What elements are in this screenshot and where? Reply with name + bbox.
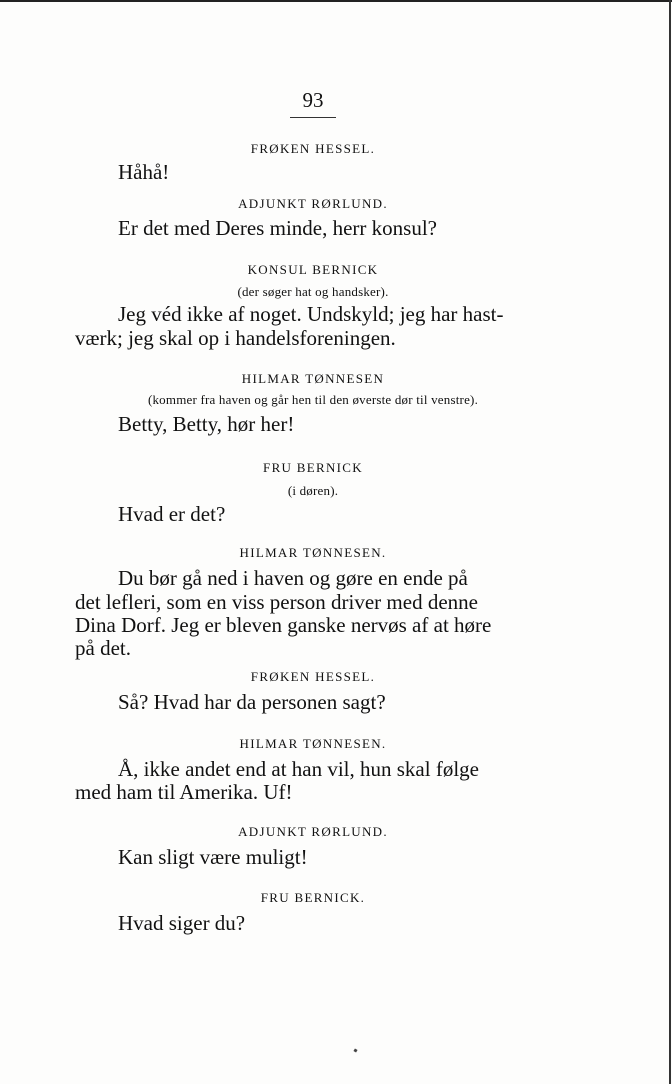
dialogue-line: Du bør gå ned i haven og gøre en ende på bbox=[118, 566, 468, 590]
dialogue-line: Dina Dorf. Jeg er bleven ganske nervøs af at høre bbox=[75, 613, 492, 637]
speaker-name: FRØKEN HESSEL. bbox=[250, 141, 376, 156]
speaker-name: HILMAR TØNNESEN. bbox=[239, 736, 387, 751]
stage-direction: (kommer fra haven og går hen til den øverste dør til venstre). bbox=[147, 392, 479, 407]
speaker-name: FRU BERNICK. bbox=[260, 890, 366, 905]
stage-direction: (i døren). bbox=[287, 483, 339, 498]
dialogue-line: Jeg véd ikke af noget. Undskyld; jeg har hast- bbox=[118, 302, 504, 326]
dialogue-line: Hvad siger du? bbox=[118, 911, 246, 935]
speaker-name: FRU BERNICK bbox=[263, 460, 363, 475]
dialogue-line: med ham til Amerika. Uf! bbox=[75, 780, 293, 804]
speaker-name: HILMAR TØNNESEN. bbox=[239, 545, 387, 560]
speaker-name: KONSUL BERNICK bbox=[247, 262, 379, 277]
dialogue-line: Er det med Deres minde, herr konsul? bbox=[118, 216, 437, 240]
speaker-name: ADJUNKT RØRLUND. bbox=[238, 824, 388, 839]
dialogue-line: på det. bbox=[75, 636, 131, 660]
dialogue-line: Så? Hvad har da personen sagt? bbox=[118, 690, 386, 714]
dialogue-line bbox=[75, 590, 556, 615]
page-right-edge bbox=[669, 0, 671, 1084]
speaker-name: FRØKEN HESSEL. bbox=[250, 669, 376, 684]
dialogue-line: Kan sligt være muligt! bbox=[118, 845, 308, 869]
dialogue-line: Betty, Betty, hør her! bbox=[118, 412, 295, 436]
dialogue-line: Håhå! bbox=[118, 160, 170, 184]
stage-direction: (der søger hat og handsker). bbox=[237, 284, 389, 299]
page-top-edge bbox=[0, 0, 672, 2]
dialogue-line: Å, ikke andet end at han vil, hun skal følge bbox=[118, 757, 479, 781]
ink-speck bbox=[353, 1048, 357, 1052]
dialogue-line: Hvad er det? bbox=[118, 502, 226, 526]
page-number: 93 bbox=[302, 88, 324, 112]
dialogue-line: værk; jeg skal op i handelsforeningen. bbox=[75, 326, 396, 350]
line-text: det lefleri, som en viss person driver med denne bbox=[75, 590, 478, 614]
speaker-name: HILMAR TØNNESEN bbox=[241, 371, 385, 386]
speaker-name: ADJUNKT RØRLUND. bbox=[238, 196, 388, 211]
page-number-rule bbox=[290, 117, 336, 118]
